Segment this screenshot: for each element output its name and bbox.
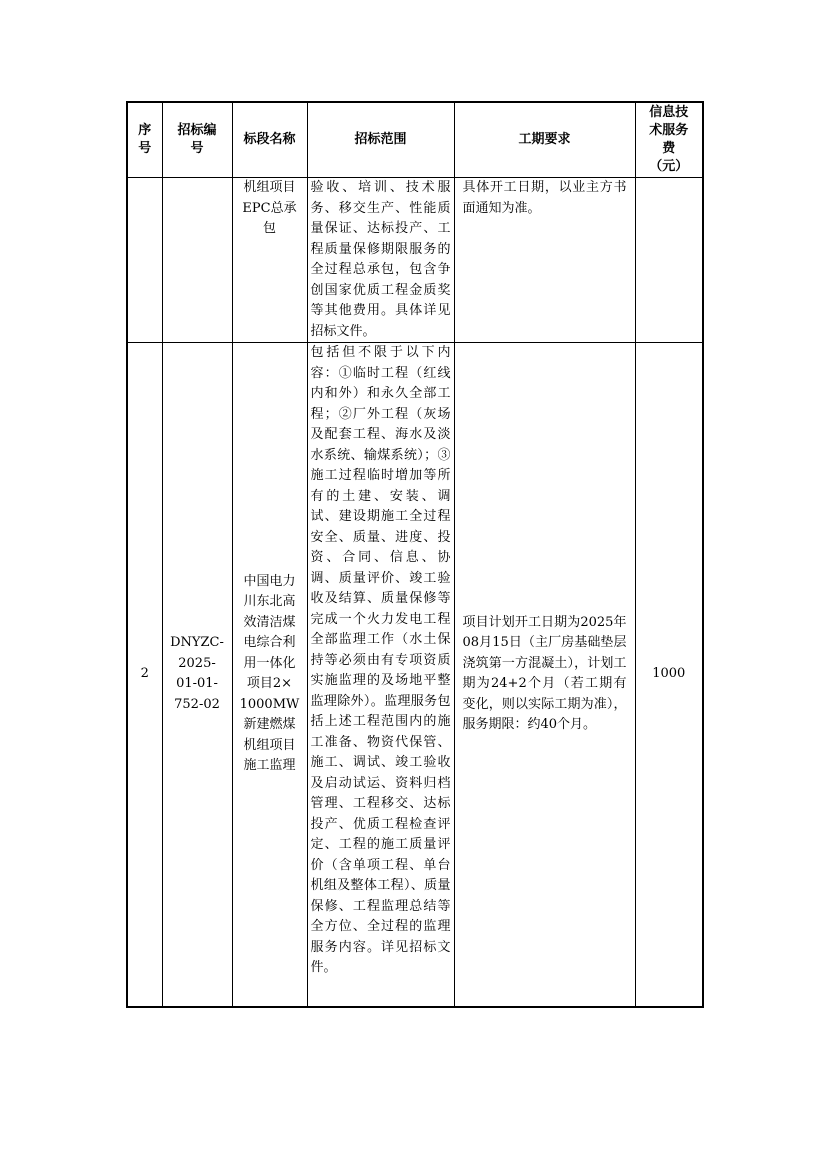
header-period: 工期要求 [454,102,635,178]
row1-code [162,178,232,343]
bid-table [126,101,704,1008]
row2-seq: 2 [127,343,162,1007]
row2-code: DNYZC- 2025- 01-01- 752-02 [162,343,232,1007]
row2-fee: 1000 [635,343,703,1007]
row1-fee [635,178,703,343]
header-seq: 序 号 [127,102,162,178]
header-code: 招标编 号 [162,102,232,178]
table-row [127,343,703,1007]
row1-section: 机组项目 EPC总承 包 [232,178,307,343]
header-fee: 信息技 术服务 费 （元） [635,102,703,178]
row2-period: 项目计划开工日期为2025年08月15日（主厂房基础垫层浇筑第一方混凝土），计划工期为24+2个月（若工期有变化，则以实际工期为准），服务期限：约40个月。 [454,343,635,1007]
header-section: 标段名称 [232,102,307,178]
header-row [127,102,703,178]
row1-seq [127,178,162,343]
table-row [127,178,703,343]
row2-section: 中国电力 川东北高 效清洁煤 电综合利 用一体化 项目2× 1000MW 新建燃煤 机组项目 施工监理 [232,343,307,1007]
row1-period: 具体开工日期，以业主方书面通知为准。 [454,178,635,343]
row2-scope: 包括但不限于以下内容：①临时工程（红线内和外）和永久全部工程；②厂外工程（灰场及配套工程、海水及淡水系统、输煤系统）；③施工过程临时增加等所有的土建、安装、调试、建设期施工全过程安全、质量、进度、投资、合同、信息、协调、质量评价、竣工验收及结算、质量保修等完成一个火力发电工程全部监理工作（水土保持等必须由有专项资质实施监理的及场地平整监理除外）。监理服务包括上述工程范围内的施工准备、物资代保管、施工、调试、竣工验收及启动试运、资料归档管理、工程移交、达标投产、优质工程检查评定、工程的施工质量评价（含单项工程、单台机组及整体工程）、质量保修、工程监理总结等全方位、全过程的监理服务内容。详见招标文件。 [307,343,454,1007]
row1-scope: 验收、培训、技术服务、移交生产、性能质量保证、达标投产、工程质量保修期限服务的全过程总承包，包含争创国家优质工程金质奖等其他费用。具体详见招标文件。 [307,178,454,343]
header-scope: 招标范围 [307,102,454,178]
